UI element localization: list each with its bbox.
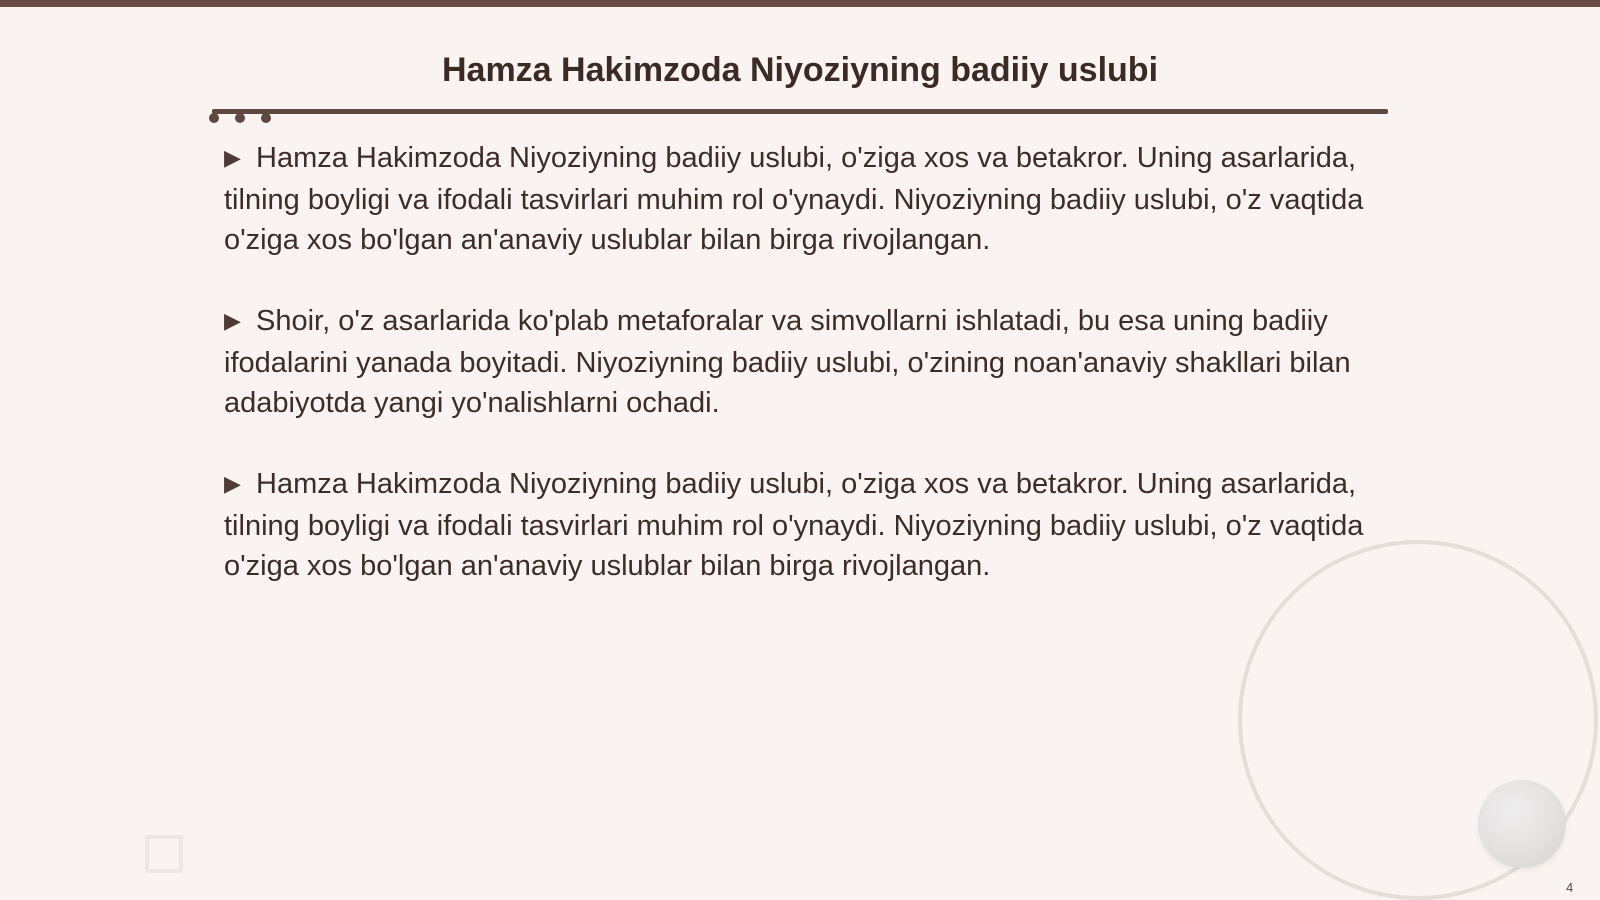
slide-title: Hamza Hakimzoda Niyoziyning badiiy uslubi	[441, 51, 1159, 89]
bullet-list	[224, 138, 1364, 627]
bullet-text: Shoir, o'z asarlarida ko'plab metaforalar va simvollarni ishlatadi, bu esa uning badiiy ifodalarini yanada boyitadi. Niyoziyning badiiy uslubi, o'zining noan'anaviy shakllari bilan adabiyotda yangi yo'nalishlarni ochadi.	[224, 305, 1351, 419]
title-dot-1	[209, 113, 219, 123]
play-arrow-icon: ▶	[224, 145, 241, 170]
title-dot-3	[261, 113, 271, 123]
title-underline	[212, 109, 1388, 114]
bullet-item-2	[224, 301, 1364, 423]
top-accent-bar	[0, 0, 1600, 7]
title-dot-2	[235, 113, 245, 123]
play-arrow-icon: ▶	[224, 471, 241, 496]
bullet-item-3	[224, 464, 1364, 586]
decorative-square	[145, 835, 183, 873]
play-arrow-icon: ▶	[224, 308, 241, 333]
page-number: 4	[1566, 880, 1574, 895]
decorative-ball	[1478, 780, 1566, 868]
bullet-text: Hamza Hakimzoda Niyoziyning badiiy uslubi, o'ziga xos va betakror. Uning asarlarida, tilning boyligi va ifodali tasvirlari muhim rol o'ynaydi. Niyoziyning badiiy uslubi, o'z vaqtida o'ziga xos bo'lgan an'anaviy uslublar bilan birga rivojlangan.	[224, 142, 1364, 256]
bullet-item-1	[224, 138, 1364, 260]
bullet-text: Hamza Hakimzoda Niyoziyning badiiy uslubi, o'ziga xos va betakror. Uning asarlarida, tilning boyligi va ifodali tasvirlari muhim rol o'ynaydi. Niyoziyning badiiy uslubi, o'z vaqtida o'ziga xos bo'lgan an'anaviy uslublar bilan birga rivojlangan.	[224, 468, 1364, 582]
